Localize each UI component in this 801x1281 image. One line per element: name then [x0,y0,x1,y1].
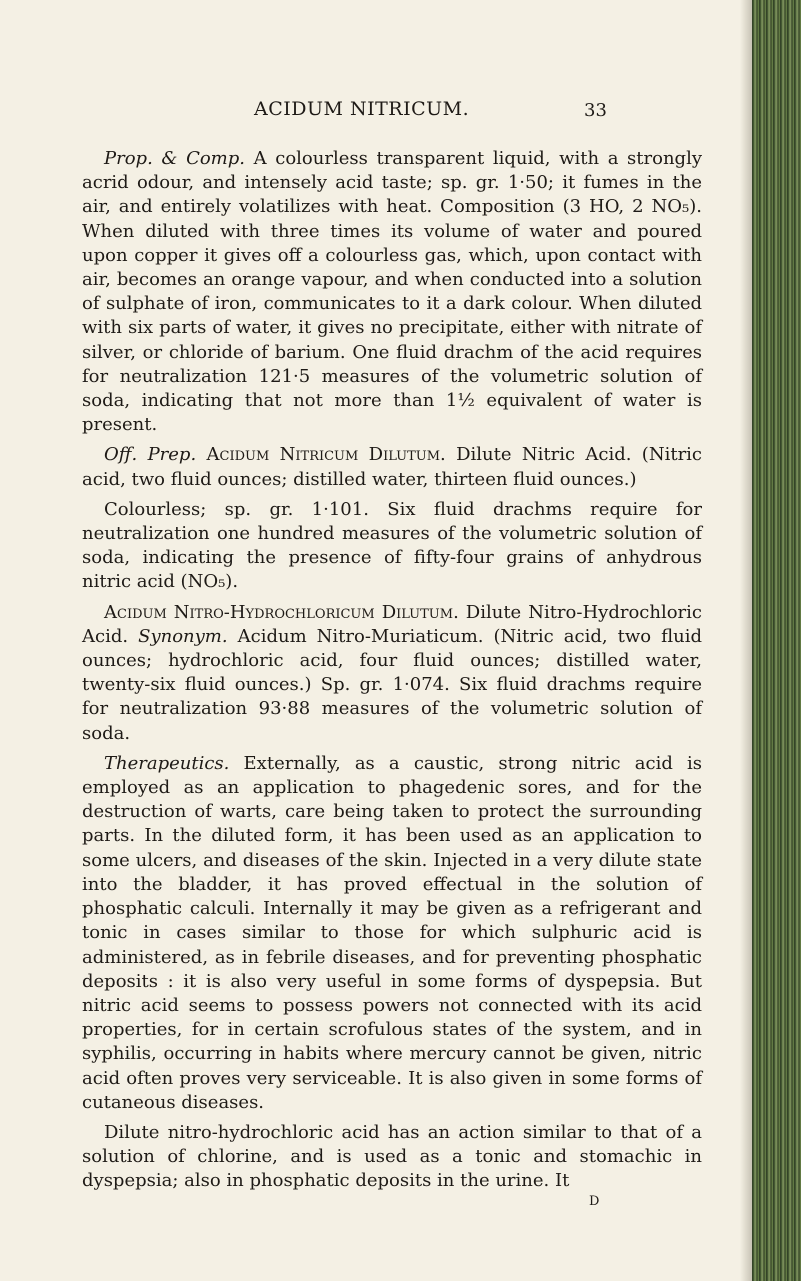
section-label: Off. Prep. [104,444,197,466]
paragraph-text: A colourless transparent liquid, with a strongly acrid odour, and intensely acid taste; sp. gr. 1·50; it fumes in the air, and entirely volatilizes with heat. Composition (3 HO, 2 NO₅). When diluted with three times its volume of water and poured upon copper it gives off a colourless gas, which, upon contact with air, becomes an orange vapour, and when conducted into a solution of sulphate of iron, communicates to it a dark colour. When diluted with six parts of water, it gives no precipitate, either with nitrate of silver, or chloride of barium. One fluid drachm of the acid requires for neutralization 121·5 measures of the volumetric solution of soda, indicating that not more than 1½ equivalent of water is present. [82,148,703,436]
body-text [82,147,702,1194]
paragraph-text: Externally, as a caustic, strong nitric acid is employed as an application to phagedenic sores, and for the destruction of warts, care being taken to protect the surrounding parts. In the diluted form, it has been used as an application to some ulcers, and diseases of the skin. Injected in a very dilute state into the bladder, it has proved effectual in the solution of phosphatic calculi. Internally it may be given as a refrigerant and tonic in cases similar to those for which sulphuric acid is administered, as in febrile diseases, and for preventing phosphatic deposits : it is also very useful in some forms of dyspepsia. But nitric acid seems to possess powers not connected with its acid properties, for in certain scrofulous states of the system, and in syphilis, occurring in habits where mercury cannot be given, nitric acid often proves very serviceable. It is also given in some forms of cutaneous diseases. [82,752,702,1113]
section-label: Prop. & Comp. [104,148,245,169]
page-number: 33 [584,100,607,121]
paragraph-dilute-description [82,498,702,595]
paragraph-text: Colourless; sp. gr. 1·101. Six fluid drachms require for neutralization one hundred measures of the volumetric solution of soda, indicating the presence of fifty-four grains of anhydrous nitric acid (NO₅). [82,498,702,593]
preparation-name: Acidum Nitro-Hydrochloricum Dilutum. [104,601,459,623]
paragraph-text: Acidum Nitro-Muriaticum. (Nitric acid, two fluid ounces; hydrochloric acid, four fluid ounces; distilled water, twenty-six fluid ounces.) Sp. gr. 1·074. Six fluid drachms require for neutralization 93·88 measures of the volumetric solution of soda. [82,625,702,744]
preparation-name: Acidum Nitricum Dilutum. [206,444,446,466]
signature-mark: D [589,1194,600,1209]
synonym-label: Synonym. [138,625,228,647]
paragraph-text: Dilute Nitric Acid. (Nitric acid, two fluid ounces; distilled water, thirteen fluid ounces.) [82,444,703,490]
paragraph-therapeutics [82,752,702,1115]
book-fore-edge [752,0,801,1281]
page-header [0,98,752,128]
section-label: Therapeutics. [104,752,230,774]
paragraph-text: Dilute Nitro-Hydrochloric Acid. [82,601,702,647]
paragraph-nitro-hydrochloric [82,601,702,746]
paragraph-text: Dilute nitro-hydrochloric acid has an action similar to that of a solution of chlorine, and is used as a tonic and stomachic in dyspepsia; also in phosphatic deposits in the urine. It [82,1121,702,1192]
paragraph-nitro-hydrochloric-use [82,1121,702,1194]
paragraph-properties [82,147,702,437]
running-title: ACIDUM NITRICUM. [254,98,470,120]
paragraph-official-preparation [82,443,702,491]
